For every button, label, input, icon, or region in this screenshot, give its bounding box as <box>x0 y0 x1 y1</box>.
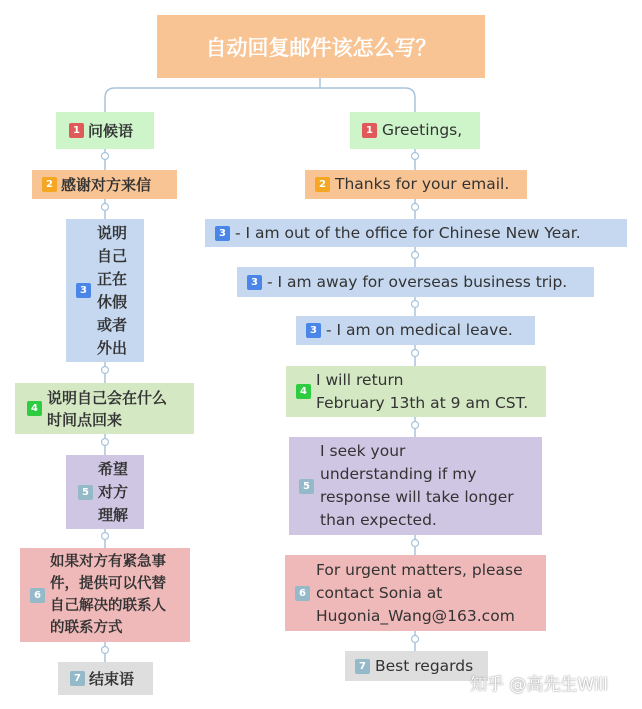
right-node-label: Greetings, <box>382 121 463 139</box>
right-node-label: I seek your understanding if my response will take longer than expected. <box>320 442 514 529</box>
diagram-title: 自动回复邮件该怎么写？ <box>157 15 485 78</box>
right-node-closing <box>345 651 488 681</box>
right-node-label: - I am out of the office for Chinese New Year. <box>235 223 581 242</box>
number-5-icon: 5 <box>78 485 93 500</box>
number-3-icon: 3 <box>247 275 262 290</box>
left-node-label: 希望 对方 理解 <box>98 459 129 524</box>
number-6-icon: 6 <box>30 588 45 603</box>
right-node-business-trip <box>237 267 594 297</box>
right-node-thanks <box>305 170 527 199</box>
right-node-label: Best regards <box>375 656 474 675</box>
left-node-label: 感谢对方来信 <box>61 175 152 194</box>
right-node-return <box>286 366 546 417</box>
left-node-label: 问候语 <box>88 121 134 140</box>
right-node-urgent <box>285 555 546 631</box>
left-node-understanding <box>66 455 144 529</box>
number-4-icon: 4 <box>27 401 42 416</box>
number-7-icon: 7 <box>355 659 370 674</box>
right-node-medical-leave <box>296 316 535 345</box>
left-node-label: 说明 自己 正在 休假 或者 外出 <box>97 223 128 357</box>
number-1-icon: 1 <box>69 123 84 138</box>
right-node-out-of-office <box>205 219 627 247</box>
number-6-icon: 6 <box>295 586 310 601</box>
left-node-away <box>66 219 144 362</box>
left-node-label: 说明自己会在什么 时间点回来 <box>47 388 168 429</box>
left-node-closing <box>58 662 153 695</box>
number-3-icon: 3 <box>215 226 230 241</box>
left-node-urgent <box>20 548 190 642</box>
right-node-greeting <box>350 112 480 149</box>
right-node-label: - I am away for overseas business trip. <box>267 272 568 291</box>
number-2-icon: 2 <box>315 177 330 192</box>
watermark-text: 知乎 @高先生Will <box>470 675 609 695</box>
left-node-greeting <box>56 112 154 149</box>
number-2-icon: 2 <box>42 177 57 192</box>
number-1-icon: 1 <box>362 123 377 138</box>
right-node-label: I will return February 13th at 9 am CST. <box>316 370 529 412</box>
left-node-label: 结束语 <box>89 669 135 688</box>
right-node-label: Thanks for your email. <box>335 175 510 193</box>
number-7-icon: 7 <box>70 671 85 686</box>
left-node-thanks <box>32 170 177 199</box>
right-node-understanding <box>289 437 542 535</box>
number-4-icon: 4 <box>296 384 311 399</box>
left-node-return <box>15 383 194 434</box>
right-node-label: For urgent matters, please contact Sonia at Hugonia_Wang@163.com <box>316 560 523 625</box>
number-3-icon: 3 <box>76 283 91 298</box>
left-node-label: 如果对方有紧急事 件，提供可以代替 自己解决的联系人 的联系方式 <box>50 554 166 636</box>
number-5-icon: 5 <box>299 479 314 494</box>
right-node-label: - I am on medical leave. <box>326 321 513 339</box>
number-3-icon: 3 <box>306 323 321 338</box>
